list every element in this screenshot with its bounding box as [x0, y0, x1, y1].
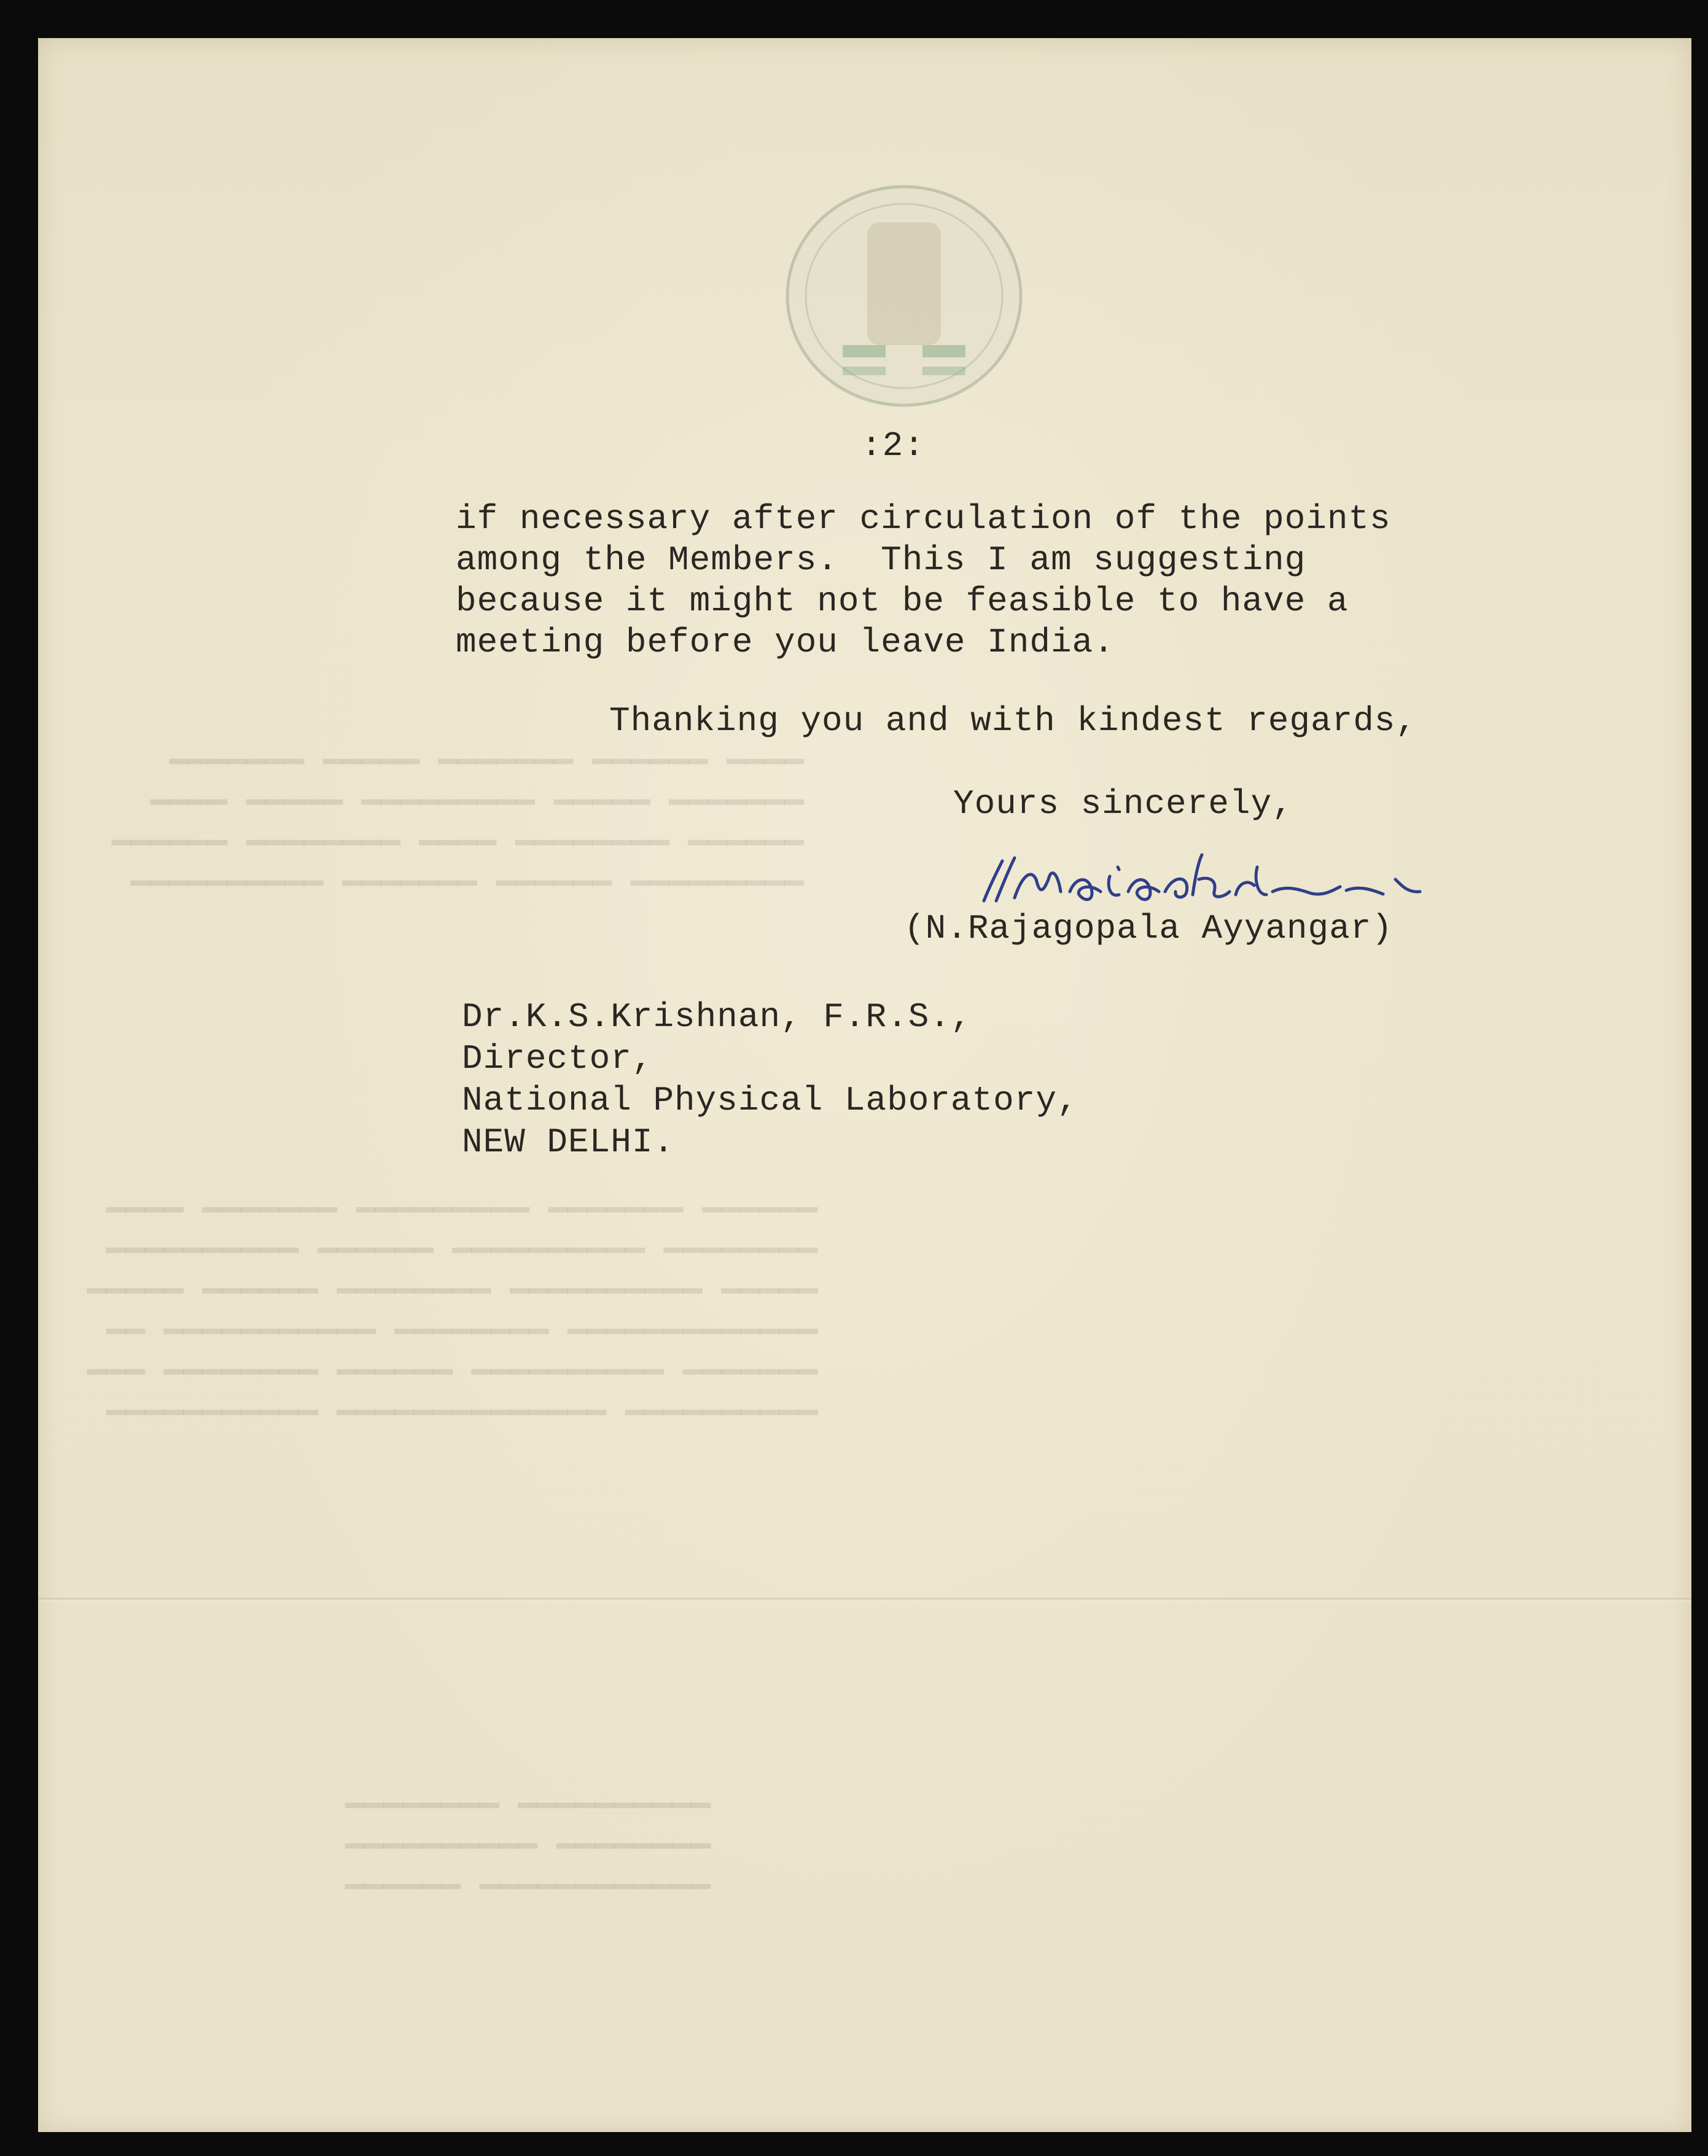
body-line: if necessary after circulation of the points	[456, 499, 1391, 539]
thanks-line: Thanking you and with kindest regards,	[609, 701, 1417, 741]
bleed-through-texture: ━━━━━━━━━━ ━━━━━━━━ ━━━━━━━━ ━━━━━━━━━━ ━━━━━━━━━━━━ ━━━━━━	[345, 1790, 711, 1907]
signatory-name: (N.Rajagopala Ayyangar)	[904, 909, 1393, 948]
paper-fold-crease	[38, 1598, 1691, 1601]
addressee-line: Dr.K.S.Krishnan, F.R.S.,	[462, 997, 972, 1037]
letter-body	[456, 499, 1391, 663]
body-line: because it might not be feasible to have a	[456, 582, 1349, 621]
addressee-line: Director,	[462, 1039, 653, 1078]
letter-paper	[38, 38, 1691, 2132]
embossed-seal	[775, 179, 1033, 413]
handwritten-signature	[978, 843, 1555, 916]
addressee-block	[462, 996, 1078, 1163]
bleed-through-texture: ━━━━━━ ━━━━━━━ ━━━━━━━━━ ━━━━━━━ ━━━━ ━━━━━━━━ ━━━━━━━━━━ ━━━━━━ ━━━━━━━━━━ ━━━━━ ━━━━━━━━━━ ━━━━━━━━ ━━━━━━ ━━━━━ ━━━━━━━━━━━━━ ━━━━━━━━ ━━━━━━━━━━━ ━━ ━━━━━━━ ━━━━━━━━━━ ━━━━━━ ━━━━━━━━ ━━━ ━━━━━━━━━━ ━━━━━━━━━━━━━━ ━━━━━━━━━━━	[87, 1194, 818, 1433]
body-line: among the Members. This I am suggesting	[456, 540, 1306, 580]
body-line: meeting before you leave India.	[456, 623, 1115, 662]
closing-salutation: Yours sincerely,	[953, 784, 1293, 823]
page-number: :2:	[861, 426, 925, 465]
bleed-through-texture: ━━━━ ━━━━━━ ━━━━━━━ ━━━━━ ━━━━━━━ ━━━━━━━ ━━━━━ ━━━━━━━━━ ━━━━━ ━━━━ ━━━━━━ ━━━━━━━━ ━━━━ ━━━━━━━━ ━━━━━━ ━━━━━━━━━ ━━━━━━ ━━━━━━━ ━━━━━━━━━━	[112, 746, 804, 904]
addressee-line: National Physical Laboratory,	[462, 1081, 1078, 1120]
addressee-line: NEW DELHI.	[462, 1123, 675, 1162]
